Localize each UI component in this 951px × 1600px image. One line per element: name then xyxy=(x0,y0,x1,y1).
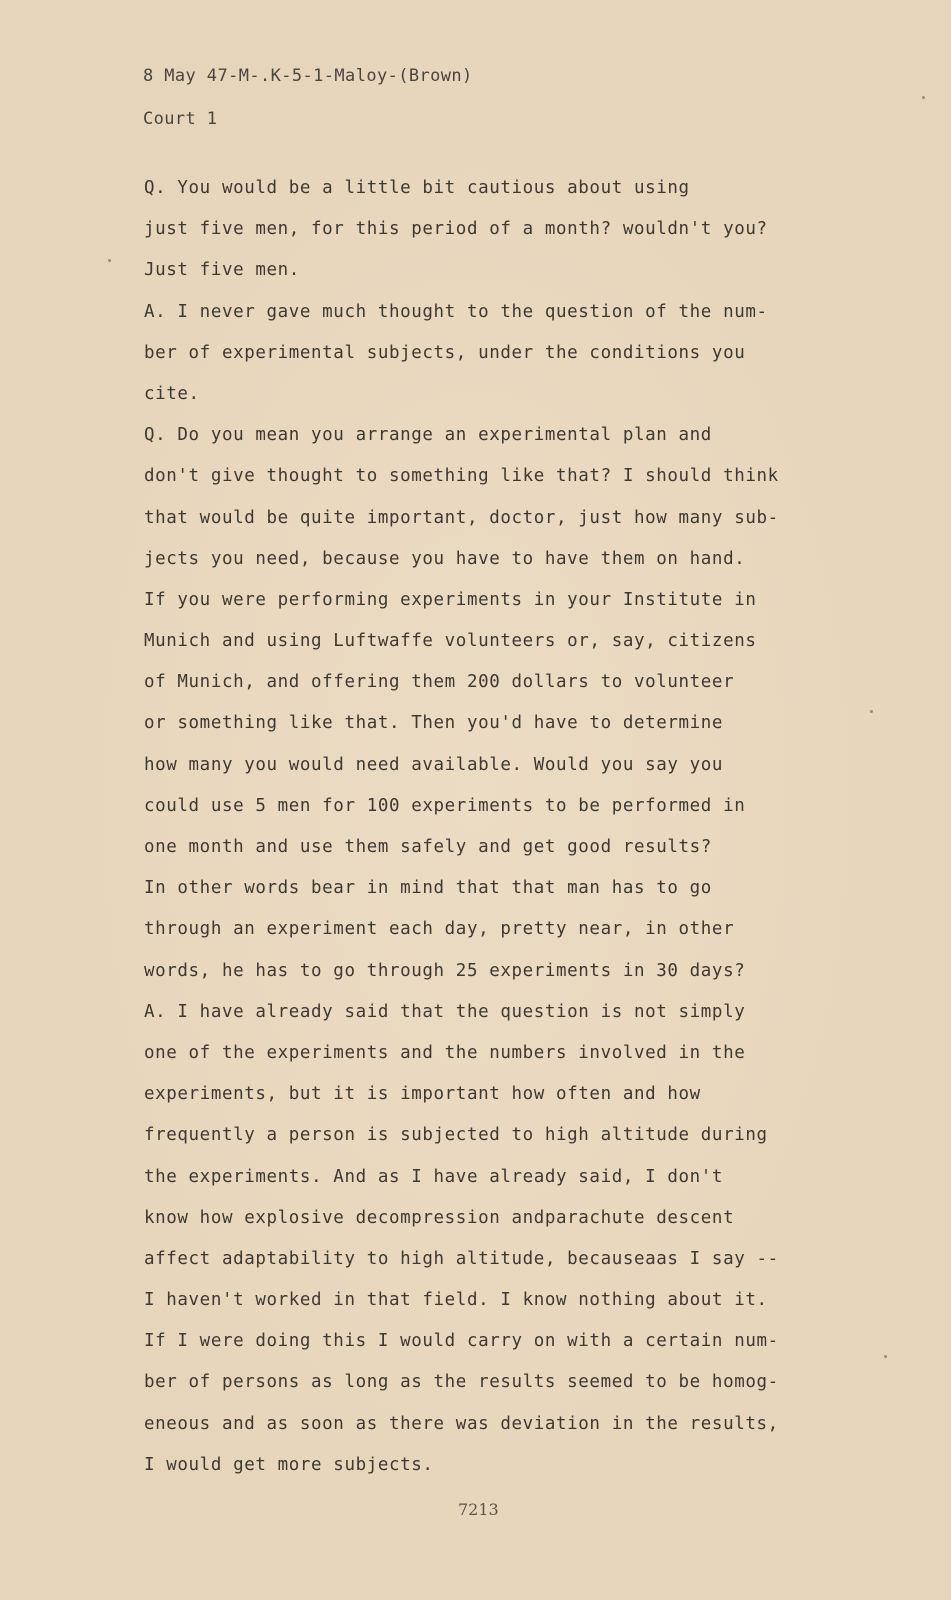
transcript-line: In other words bear in mind that that man has to go xyxy=(144,878,712,899)
page-number: 7213 xyxy=(458,1500,499,1519)
transcript-line: Just five men. xyxy=(144,260,300,281)
transcript-line: through an experiment each day, pretty near, in other xyxy=(144,919,735,940)
transcript-line: frequently a person is subjected to high altitude during xyxy=(144,1125,768,1146)
transcript-line: If you were performing experiments in your Institute in xyxy=(144,589,757,610)
transcript-line: don't give thought to something like that? I should think xyxy=(144,466,779,487)
transcript-line: I would get more subjects. xyxy=(144,1454,434,1475)
transcript-line: cite. xyxy=(144,383,200,404)
transcript-line: could use 5 men for 100 experiments to be performed in xyxy=(144,795,746,816)
transcript-line: how many you would need available. Would you say you xyxy=(144,754,724,775)
paper-speck xyxy=(870,710,873,713)
transcript-line: Munich and using Luftwaffe volunteers or, say, citizens xyxy=(144,631,757,652)
transcript-line: If I were doing this I would carry on with a certain num- xyxy=(144,1331,779,1352)
transcript-line: just five men, for this period of a month? wouldn't you? xyxy=(144,219,768,240)
transcript-line: experiments, but it is important how often and how xyxy=(144,1084,701,1105)
paper-speck xyxy=(884,1355,887,1358)
transcript-line: ber of experimental subjects, under the conditions you xyxy=(144,342,746,363)
paper-speck xyxy=(108,259,111,262)
transcript-line: ber of persons as long as the results seemed to be homog- xyxy=(144,1372,779,1393)
transcript-line: A. I never gave much thought to the question of the num- xyxy=(144,301,768,322)
transcript-line: A. I have already said that the question is not simply xyxy=(144,1001,746,1022)
transcript-line: eneous and as soon as there was deviation in the results, xyxy=(144,1413,779,1434)
transcript-line: words, he has to go through 25 experiments in 30 days? xyxy=(144,960,746,981)
transcript-line: one of the experiments and the numbers involved in the xyxy=(144,1042,746,1063)
transcript-line: that would be quite important, doctor, just how many sub- xyxy=(144,507,779,528)
header-date-line: 8 May 47-M-.K-5-1-Maloy-(Brown) xyxy=(143,66,473,86)
transcript-line: or something like that. Then you'd have to determine xyxy=(144,713,724,734)
transcript-line: know how explosive decompression andparachute descent xyxy=(144,1207,735,1228)
transcript-line: affect adaptability to high altitude, becauseaas I say -- xyxy=(144,1248,779,1269)
transcript-line: the experiments. And as I have already said, I don't xyxy=(144,1166,724,1187)
transcript-line: Q. Do you mean you arrange an experimental plan and xyxy=(144,425,712,446)
transcript-line: Q. You would be a little bit cautious about using xyxy=(144,178,690,198)
transcript-line: jects you need, because you have to have them on hand. xyxy=(144,548,746,569)
transcript-line: of Munich, and offering them 200 dollars to volunteer xyxy=(144,672,735,693)
header-court-line: Court 1 xyxy=(143,109,218,129)
paper-speck xyxy=(922,96,925,99)
transcript-line: one month and use them safely and get good results? xyxy=(144,837,712,857)
transcript-line: I haven't worked in that field. I know nothing about it. xyxy=(144,1290,768,1311)
transcript-body xyxy=(144,168,864,1486)
